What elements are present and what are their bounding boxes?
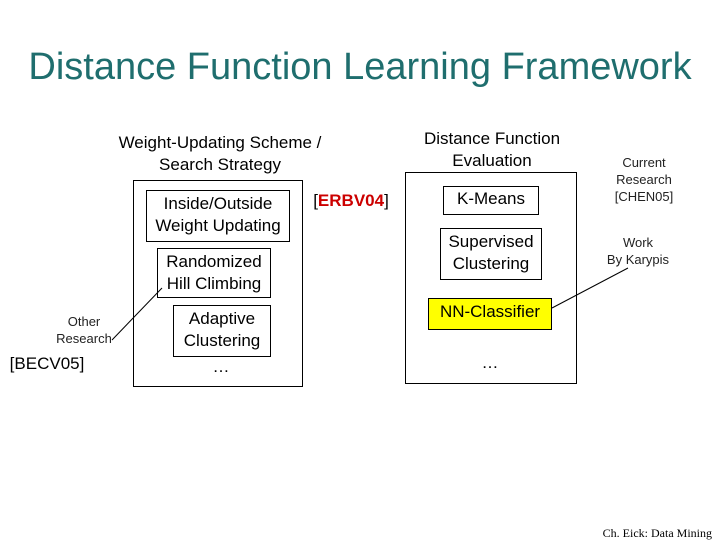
other-line2: Research bbox=[56, 331, 112, 346]
left-header-line1: Weight-Updating Scheme / bbox=[118, 133, 322, 152]
left-ellipsis: … bbox=[212, 357, 230, 376]
citation-key: ERBV04 bbox=[317, 191, 385, 210]
current-line1: Current bbox=[622, 155, 666, 170]
item1-line1: Inside/Outside bbox=[163, 194, 273, 213]
item3-line2: Clustering bbox=[183, 331, 261, 350]
item1-line2: Weight Updating bbox=[155, 216, 281, 235]
left-header-line2: Search Strategy bbox=[159, 155, 281, 174]
connector-karypis bbox=[552, 268, 628, 308]
citation-open: [ bbox=[313, 191, 318, 210]
footer-credit: Ch. Eick: Data Mining bbox=[602, 526, 712, 540]
other-research-ref: [BECV05] bbox=[9, 354, 85, 373]
supervised-line1: Supervised bbox=[448, 232, 534, 251]
page-title: Distance Function Learning Framework bbox=[28, 46, 692, 88]
right-header-line2: Evaluation bbox=[452, 151, 532, 170]
other-research-label bbox=[46, 313, 122, 347]
item2-line1: Randomized bbox=[166, 252, 262, 271]
karypis-label bbox=[596, 234, 680, 268]
other-line1: Other bbox=[67, 314, 101, 329]
item3-line1: Adaptive bbox=[188, 309, 256, 328]
right-header-line1: Distance Function bbox=[423, 129, 561, 148]
nn-classifier-label: NN-Classifier bbox=[439, 302, 541, 321]
karypis-line1: Work bbox=[622, 235, 654, 250]
item2-line2: Hill Climbing bbox=[166, 274, 262, 293]
citation-close: ] bbox=[384, 191, 389, 210]
current-line2: Research bbox=[616, 172, 672, 187]
k-means-label: K-Means bbox=[456, 189, 526, 208]
current-line3: [CHEN05] bbox=[614, 189, 674, 204]
supervised-line2: Clustering bbox=[452, 254, 530, 273]
current-research-label bbox=[602, 154, 686, 205]
right-ellipsis: … bbox=[481, 353, 499, 372]
karypis-line2: By Karypis bbox=[606, 252, 670, 267]
